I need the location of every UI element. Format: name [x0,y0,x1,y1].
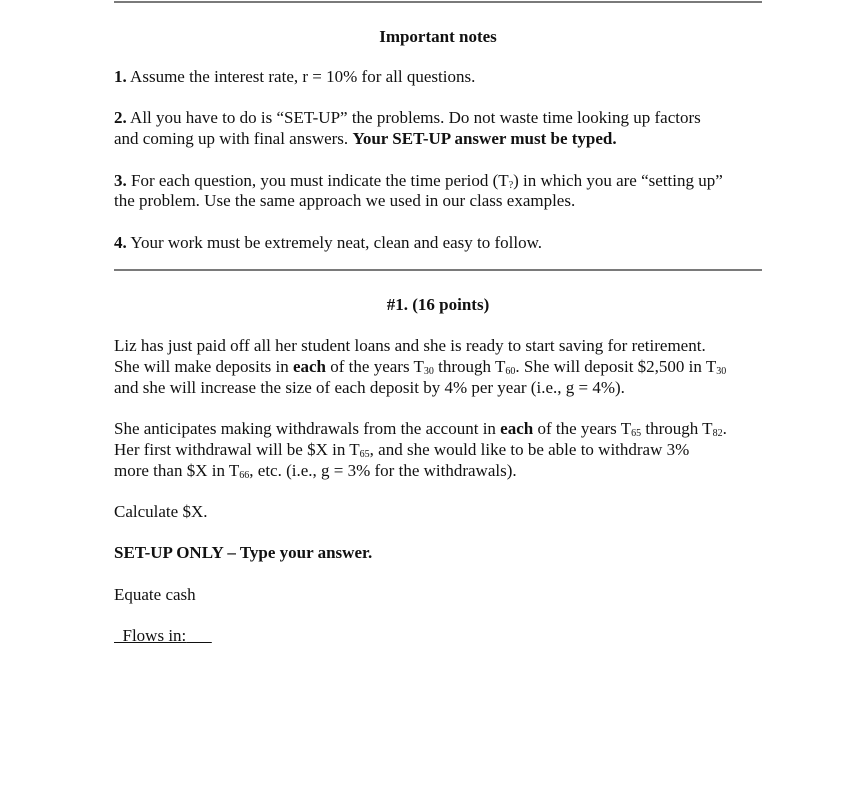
q-p2-l1-b: of the years T [533,419,632,438]
q-p1-l2-a: She will make deposits in [114,357,293,376]
q-p2-l2-a: Her first withdrawal will be $X in T [114,440,360,459]
q-p2-line-3 [114,460,517,481]
note-2-text-cont: and coming up with final answers. [114,129,353,148]
q-p1-l2-sub2: 60 [505,366,516,377]
q-p1-line-2 [114,356,726,377]
note-4-number: 4. [114,233,127,252]
note-2-number: 2. [114,108,127,127]
q-p1-l2-each: each [292,357,327,376]
note-2-text: All you have to do is “SET-UP” the problems. Do not waste time looking up factors [126,108,701,127]
q-p1-l2-c: through T [433,357,506,376]
q-p2-l3-sub: 66 [239,470,250,481]
q-p2-l1-c: through T [641,419,713,438]
q-p1-l2-d: . She will deposit $2,500 in T [515,357,717,376]
note-1 [114,66,475,87]
note-4-text: Your work must be extremely neat, clean and easy to follow. [126,233,543,252]
note-3-number: 3. [114,171,127,190]
q-p1-l2-b: of the years T [326,357,424,376]
note-2-emphasis: Your SET-UP answer must be typed. [352,129,617,148]
q-p2-l3-a: more than $X in T [114,461,240,480]
q-p1-l2-sub1: 30 [423,366,434,377]
top-divider [114,1,762,3]
middle-divider [114,269,762,271]
setup-instruction: SET-UP ONLY – Type your answer. [114,543,373,562]
note-3-text-a: For each question, you must indicate the time period (T [126,171,509,190]
q-p2-l2-b: , and she would like to be able to withdraw 3% [369,440,690,459]
note-2-line-2 [114,128,617,149]
equate-line-1: Equate cash [114,585,196,604]
q-p1-line-3: and she will increase the size of each deposit by 4% per year (i.e., g = 4%). [114,378,625,397]
q-p2-l1-each: each [500,419,534,438]
calculate-instruction: Calculate $X. [114,502,208,521]
q-p2-line-1 [114,418,727,439]
note-3-sub: ? [508,180,514,191]
note-3-text-b: ) in which you are “setting up” [513,171,723,190]
answer-blank[interactable] [186,626,212,645]
q-p2-l1-sub2: 82 [712,428,723,439]
q-p2-l2-sub: 65 [359,449,370,460]
q-p2-l1-d: . [722,419,727,438]
note-2-line-1 [114,107,701,128]
q-p2-l3-b: , etc. (i.e., g = 3% for the withdrawals). [249,461,517,480]
note-1-text: Assume the interest rate, r = 10% for all questions. [126,67,476,86]
notes-heading: Important notes [379,27,497,46]
equate-line-2 [114,604,212,646]
note-3-line-1 [114,170,723,191]
q-p2-l1-a: She anticipates making withdrawals from the account in [114,419,501,438]
note-4 [114,232,542,253]
q-p2-line-2 [114,439,689,460]
q-p1-l2-sub3: 30 [716,366,727,377]
question-heading: #1. (16 points) [386,295,490,314]
note-1-number: 1. [114,67,127,86]
note-3-line-2: the problem. Use the same approach we used in our class examples. [114,191,576,210]
equate-label: Flows in: [122,626,187,645]
q-p1-line-1: Liz has just paid off all her student loans and she is ready to start saving for retirement. [114,336,706,355]
q-p2-l1-sub1: 65 [631,428,642,439]
